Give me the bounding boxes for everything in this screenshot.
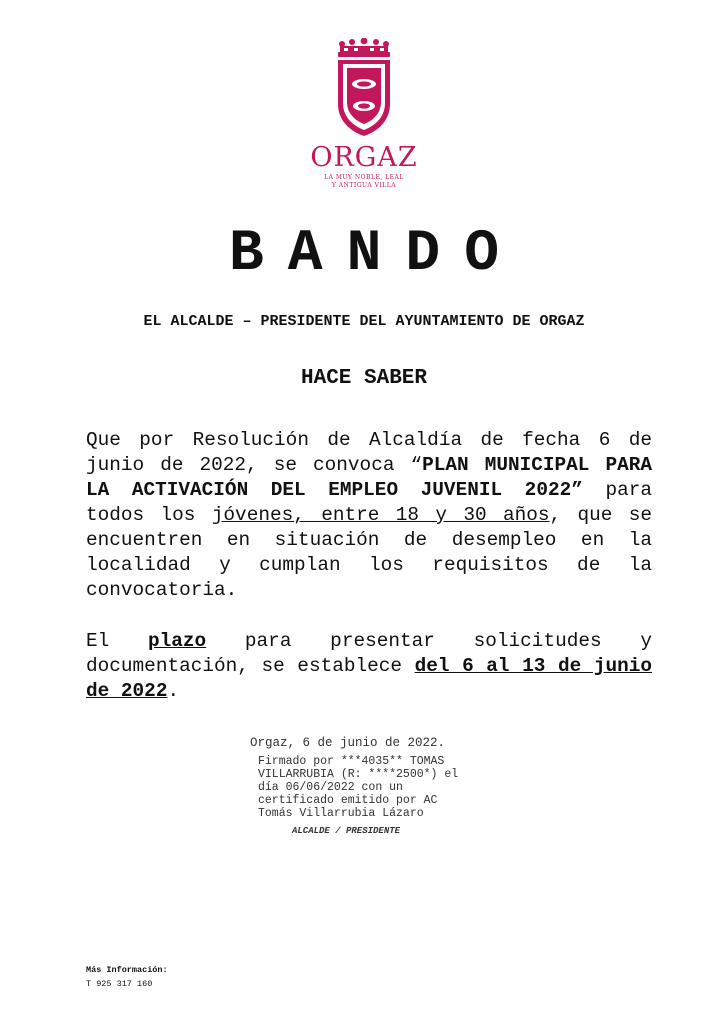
signature-line: Firmado por ***4035** TOMAS bbox=[258, 755, 445, 768]
logo-subtitle-line2: Y ANTIGUA VILLA bbox=[331, 182, 397, 189]
signature-line: Tomás Villarrubia Lázaro bbox=[258, 807, 424, 820]
logo-name: ORGAZ bbox=[310, 142, 418, 173]
paragraph-text: Que por Resolución de Alcaldía de fecha 6 de junio de 2022, se convoca “ bbox=[86, 429, 652, 476]
logo-subtitle-line1: LA MUY NOBLE, LEAL bbox=[324, 174, 404, 181]
signature-line: día 06/06/2022 con un bbox=[258, 781, 403, 794]
announcement-paragraph bbox=[86, 428, 652, 603]
deadline-paragraph bbox=[86, 629, 652, 704]
paragraph-text: El bbox=[86, 630, 148, 652]
more-info-label: Más Información: bbox=[86, 965, 168, 975]
signature-line: VILLARRUBIA (R: ****2500*) el bbox=[258, 768, 459, 781]
paragraph-text: , que se encuentren en situación de desempleo en la localidad y cumplan los requisitos de la convocatoria. bbox=[86, 504, 653, 601]
page-title: BANDO bbox=[228, 222, 524, 287]
issuer-line: EL ALCALDE – PRESIDENTE DEL AYUNTAMIENTO DE ORGAZ bbox=[143, 313, 585, 330]
hace-saber-heading: HACE SABER bbox=[300, 367, 428, 390]
signature-date: Orgaz, 6 de junio de 2022. bbox=[250, 736, 446, 750]
contact-phone: T 925 317 160 bbox=[86, 979, 153, 989]
age-range: jóvenes, entre 18 y 30 años bbox=[211, 504, 550, 526]
paragraph-text: para todos los bbox=[86, 479, 652, 526]
paragraph-text: . bbox=[167, 680, 180, 702]
paragraph-text: para presentar solicitudes y documentación, se establece bbox=[86, 630, 652, 677]
plazo-word: plazo bbox=[148, 630, 207, 652]
digital-signature bbox=[258, 755, 528, 820]
signer-role: ALCALDE / PRESIDENTE bbox=[292, 826, 401, 836]
signature-line: certificado emitido por AC bbox=[258, 794, 438, 807]
coat-of-arms-icon bbox=[332, 38, 396, 138]
deadline-dates: del 6 al 13 de junio de 2022 bbox=[86, 655, 652, 702]
plan-name: PLAN MUNICIPAL PARA LA ACTIVACIÓN DEL EMPLEO JUVENIL 2022” bbox=[86, 454, 652, 501]
